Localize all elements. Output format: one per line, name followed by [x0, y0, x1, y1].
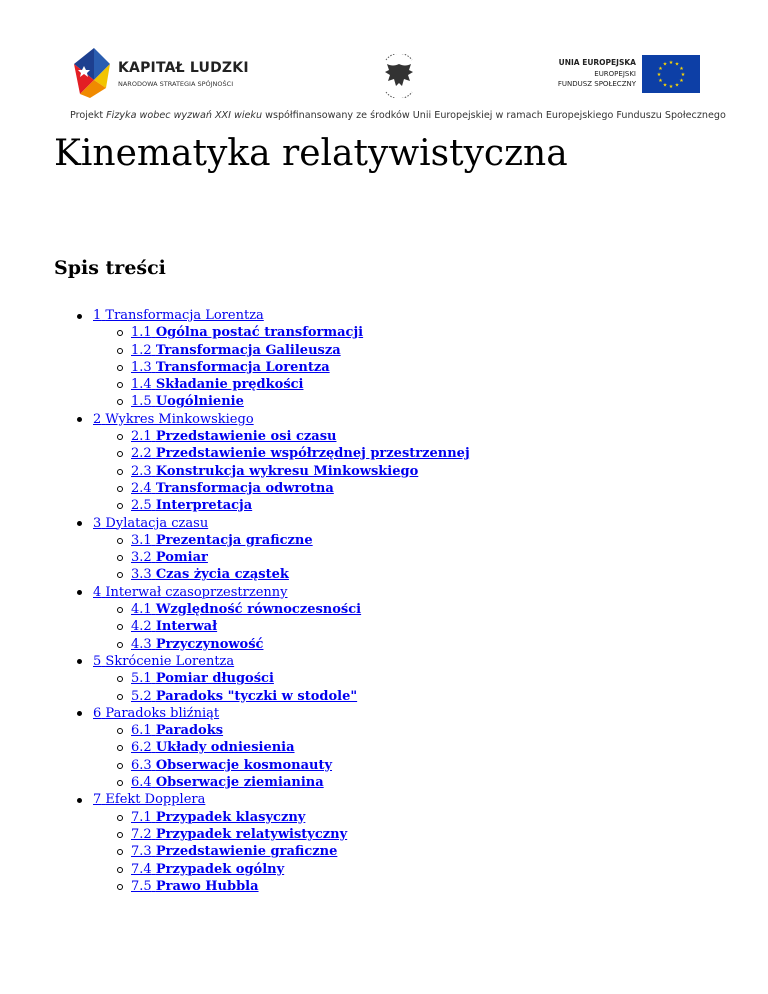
toc-item [93, 722, 734, 739]
kl-title: KAPITAŁ LUDZKI [118, 60, 249, 76]
toc-section [54, 791, 734, 895]
toc-item-link[interactable]: 5.2 Paradoks "tyczki w stodole" [131, 688, 358, 704]
toc-item-link[interactable]: 6.3 Obserwacje kosmonauty [131, 757, 333, 773]
toc-item [93, 809, 734, 826]
toc-item [93, 445, 734, 462]
toc-item-link[interactable]: 7.4 Przypadek ogólny [131, 861, 285, 877]
toc-section-link[interactable]: 7 Efekt Dopplera [93, 792, 206, 808]
toc-item [93, 324, 734, 341]
toc-sublist [93, 428, 734, 514]
toc-sublist [93, 670, 734, 705]
toc-item [93, 428, 734, 445]
toc-item [93, 480, 734, 497]
toc-item-link[interactable]: 7.1 Przypadek klasyczny [131, 809, 306, 825]
ue-line1: UNIA EUROPEJSKA [558, 58, 636, 67]
toc-item-link[interactable]: 2.5 Interpretacja [131, 498, 253, 514]
toc-item-link[interactable]: 6.1 Paradoks [131, 723, 224, 739]
kapital-ludzki-emblem-icon [70, 44, 116, 100]
kapital-ludzki-logo [70, 44, 270, 100]
svg-text:★: ★ [680, 72, 686, 78]
svg-text:★: ★ [662, 82, 668, 89]
toc-sublist [93, 601, 734, 653]
toc-item [93, 739, 734, 756]
toc-item-link[interactable]: 4.3 Przyczynowość [131, 636, 264, 652]
toc-item-link[interactable]: 6.2 Układy odniesienia [131, 740, 295, 756]
toc-item-link[interactable]: 1.1 Ogólna postać transformacji [131, 325, 364, 341]
svg-text:★: ★ [656, 72, 662, 78]
toc-sublist [93, 532, 734, 584]
toc-item [93, 532, 734, 549]
toc-item [93, 566, 734, 583]
toc-item [93, 670, 734, 687]
toc-section [54, 307, 734, 411]
toc-section-link[interactable]: 4 Interwał czasoprzestrzenny [93, 584, 288, 600]
toc-heading: Spis treści [54, 257, 166, 279]
project-title: Fizyka wobec wyzwań XXI wieku [106, 110, 263, 121]
table-of-contents [54, 307, 734, 895]
eu-flag-icon [642, 55, 700, 93]
toc-item [93, 393, 734, 410]
svg-text:★: ★ [658, 66, 663, 72]
toc-section-link[interactable]: 2 Wykres Minkowskiego [93, 411, 254, 427]
toc-item [93, 497, 734, 514]
toc-list [54, 307, 734, 895]
page-title: Kinematyka relatywistyczna [54, 133, 568, 174]
toc-item-link[interactable]: 1.3 Transformacja Lorentza [131, 359, 330, 375]
toc-section [54, 584, 734, 653]
toc-item [93, 878, 734, 895]
university-seal [378, 54, 420, 98]
toc-item [93, 757, 734, 774]
svg-text:★: ★ [662, 61, 668, 68]
toc-item [93, 376, 734, 393]
toc-item-link[interactable]: 7.2 Przypadek relatywistyczny [131, 826, 348, 842]
ue-line3: FUNDUSZ SPOŁECZNY [557, 80, 636, 88]
svg-text:★: ★ [668, 84, 674, 90]
toc-item-link[interactable]: 2.1 Przedstawienie osi czasu [131, 429, 337, 445]
toc-item [93, 688, 734, 705]
toc-item [93, 774, 734, 791]
svg-text:★: ★ [679, 78, 684, 84]
toc-item [93, 843, 734, 860]
toc-item-link[interactable]: 1.4 Składanie prędkości [131, 377, 304, 393]
svg-text:★: ★ [674, 82, 680, 89]
toc-item-link[interactable]: 2.2 Przedstawienie współrzędnej przestrzennej [131, 446, 470, 462]
ue-line2: EUROPEJSKI [594, 69, 636, 78]
toc-item-link[interactable]: 1.5 Uogólnienie [131, 394, 244, 410]
toc-item [93, 549, 734, 566]
toc-item [93, 601, 734, 618]
toc-item-link[interactable]: 6.4 Obserwacje ziemianina [131, 775, 324, 791]
eagle-seal-icon [378, 54, 420, 98]
toc-item-link[interactable]: 1.2 Transformacja Galileusza [131, 342, 341, 358]
toc-item-link[interactable]: 2.3 Konstrukcja wykresu Minkowskiego [131, 463, 419, 479]
toc-section [54, 653, 734, 705]
svg-text:★: ★ [658, 78, 663, 84]
toc-item-link[interactable]: 3.3 Czas życia cząstek [131, 567, 289, 583]
toc-item-link[interactable]: 4.1 Względność równoczesności [131, 602, 362, 618]
toc-item [93, 618, 734, 635]
toc-section-link[interactable]: 5 Skrócenie Lorentza [93, 653, 235, 669]
toc-section-link[interactable]: 3 Dylatacja czasu [93, 515, 209, 531]
toc-item-link[interactable]: 4.2 Interwał [131, 619, 218, 635]
toc-item [93, 861, 734, 878]
toc-item-link[interactable]: 5.1 Pomiar długości [131, 671, 274, 687]
toc-item-link[interactable]: 7.5 Prawo Hubbla [131, 878, 259, 894]
project-suffix: współfinansowany ze środków Unii Europejskiej w ramach Europejskiego Funduszu Społecznego [262, 110, 726, 121]
toc-item-link[interactable]: 3.1 Prezentacja graficzne [131, 532, 313, 548]
toc-section [54, 411, 734, 515]
toc-item [93, 636, 734, 653]
project-caption [70, 110, 726, 121]
toc-section-link[interactable]: 6 Paradoks bliźniąt [93, 705, 220, 721]
kl-subtitle: NARODOWA STRATEGIA SPÓJNOŚCI [118, 80, 234, 88]
toc-item [93, 826, 734, 843]
toc-item [93, 342, 734, 359]
toc-section [54, 705, 734, 791]
toc-item-link[interactable]: 2.4 Transformacja odwrotna [131, 480, 334, 496]
toc-item [93, 359, 734, 376]
svg-text:★: ★ [679, 66, 684, 72]
toc-sublist [93, 809, 734, 895]
toc-item [93, 463, 734, 480]
toc-sublist [93, 722, 734, 791]
toc-item-link[interactable]: 3.2 Pomiar [131, 550, 208, 566]
ue-text-block [536, 58, 636, 90]
toc-item-link[interactable]: 7.3 Przedstawienie graficzne [131, 844, 338, 860]
header-logos [0, 0, 768, 121]
toc-section-link[interactable]: 1 Transformacja Lorentza [93, 308, 264, 323]
svg-text:★: ★ [668, 60, 674, 66]
toc-sublist [93, 324, 734, 410]
toc-section [54, 515, 734, 584]
project-prefix: Projekt [70, 110, 107, 121]
svg-text:★: ★ [674, 61, 680, 68]
